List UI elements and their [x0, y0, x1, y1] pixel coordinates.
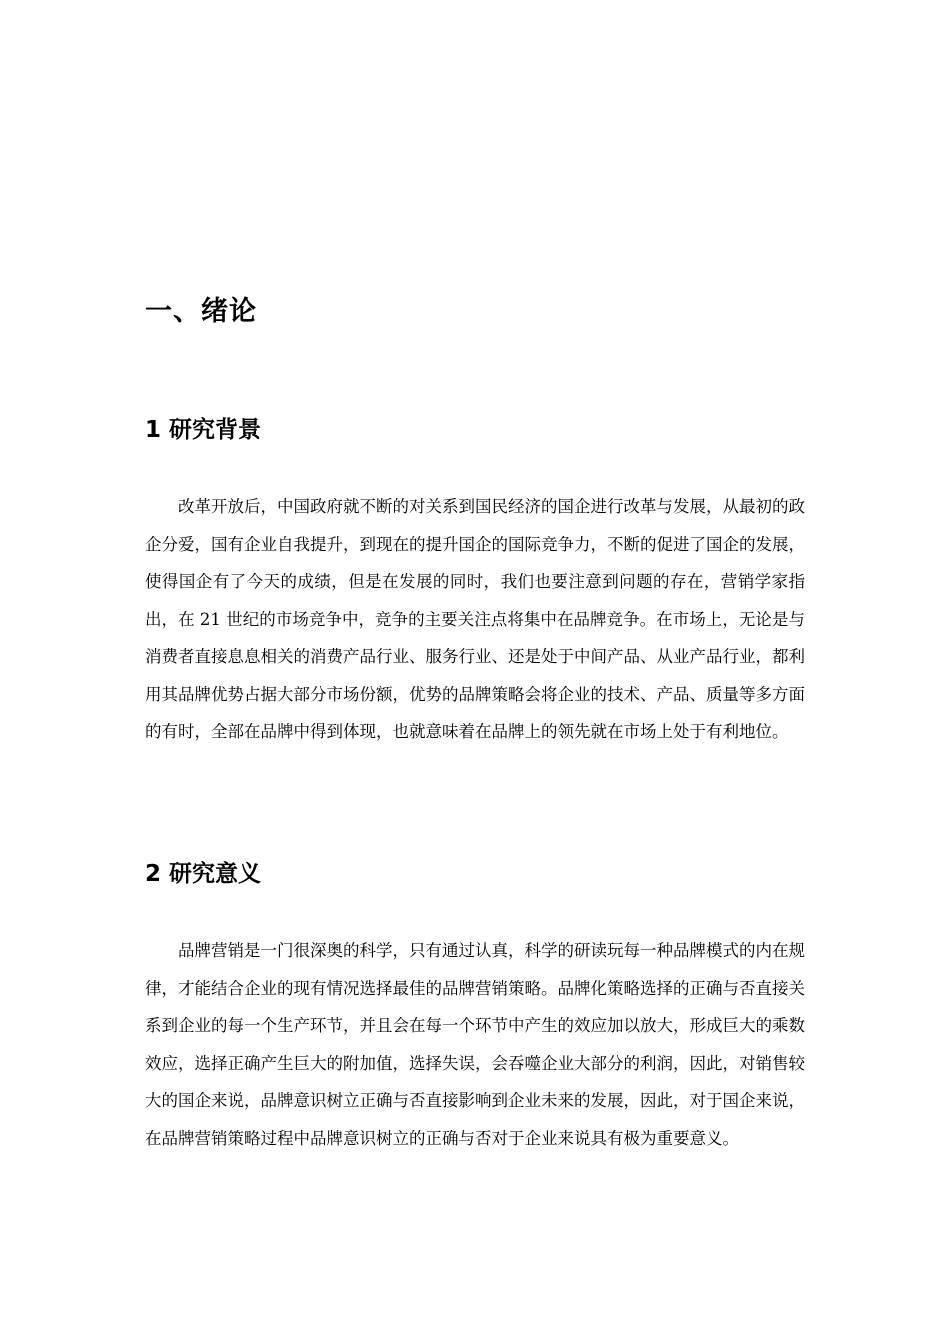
chapter-title: 一、绪论 [145, 296, 257, 327]
paragraph-research-significance: 品牌营销是一门很深奥的科学，只有通过认真，科学的研读玩每一种品牌模式的内在规律，才能结合企业的现有情况选择最佳的品牌营销策略。品牌化策略选择的正确与否直接关系到企业的每一个生产环节，并且会在每一个环节中产生的效应加以放大，形成巨大的乘数效应，选择正确产生巨大的附加值，选择失误，会吞噬企业大部分的利润，因此，对销售较大的国企来说，品牌意识树立正确与否直接影响到企业未来的发展，因此，对于国企来说，在品牌营销策略过程中品牌意识树立的正确与否对于企业来说具有极为重要意义。 [145, 941, 805, 1148]
section-heading-research-background: 1 研究背景 [145, 417, 262, 443]
paragraph-research-background: 改革开放后，中国政府就不断的对关系到国民经济的国企进行改革与发展，从最初的政企分爱，国有企业自我提升，到现在的提升国企的国际竞争力，不断的促进了国企的发展，使得国企有了今天的成绩，但是在发展的同时，我们也要注意到问题的存在，营销学家指出，在 21 世纪的市场竞争中，竞争的主要关注点将集中在品牌竞争。在市场上，无论是与消费者直接息息相关的消费产品行业、服务行业、还是处于中间产品、从业产品行业，都利用其品牌优势占据大部分市场份额，优势的品牌策略会将企业的技术、产品、质量等多方面的有时，全部在品牌中得到体现，也就意味着在品牌上的领先就在市场上处于有利地位。 [145, 497, 805, 741]
section-heading-research-significance: 2 研究意义 [145, 861, 262, 887]
